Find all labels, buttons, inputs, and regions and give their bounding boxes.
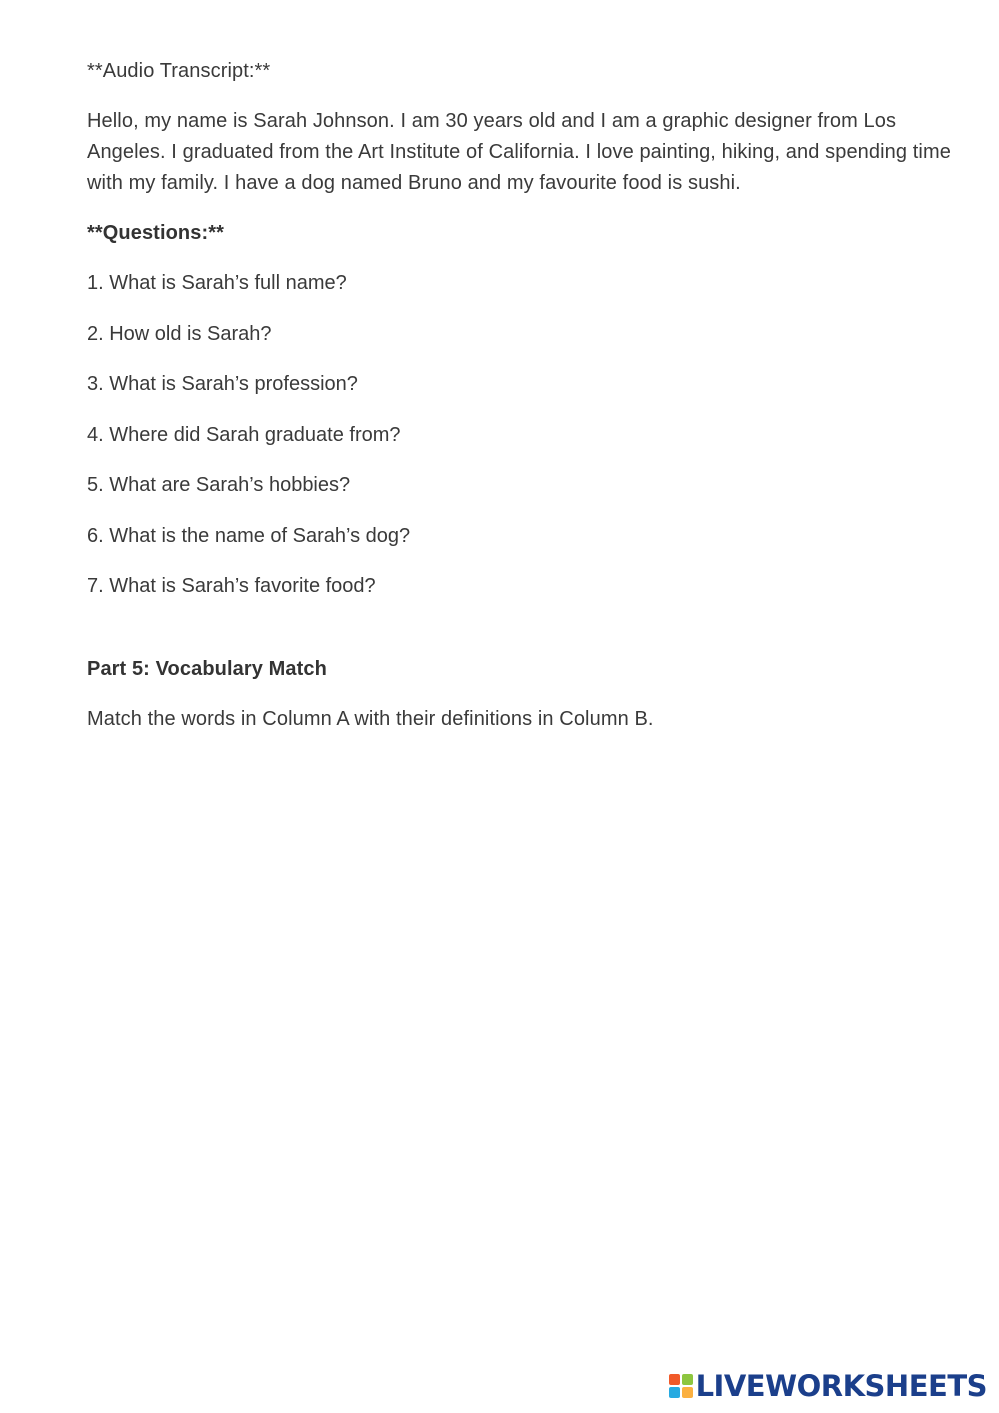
- liveworksheets-logo: [669, 1369, 987, 1403]
- liveworksheets-logo-text: LIVEWORKSHEETS: [695, 1369, 987, 1403]
- question-item-2: 2. How old is Sarah?: [87, 322, 272, 345]
- worksheet-content: [87, 56, 952, 735]
- question-item-6: 6. What is the name of Sarah’s dog?: [87, 524, 411, 547]
- transcript-body: Hello, my name is Sarah Johnson. I am 30 years old and I am a graphic designer from Los Angeles. I graduated from the Art Institute of California. I love painting, hiking, and spending time with my family. I have a dog named Bruno and my favourite food is sushi.: [87, 110, 951, 194]
- question-item-3: 3. What is Sarah’s profession?: [87, 373, 358, 395]
- liveworksheets-logo-icon: [669, 1374, 693, 1398]
- questions-heading: **Questions:**: [87, 222, 224, 244]
- question-item-7: 7. What is Sarah’s favorite food?: [87, 575, 376, 597]
- question-list: [87, 268, 952, 602]
- part5-instructions: Match the words in Column A with their definitions in Column B.: [87, 708, 654, 730]
- question-item-4: 4. Where did Sarah graduate from?: [87, 423, 401, 446]
- question-item-1: 1. What is Sarah’s full name?: [87, 272, 347, 294]
- transcript-label: **Audio Transcript:**: [87, 60, 271, 82]
- question-item-5: 5. What are Sarah’s hobbies?: [87, 474, 351, 496]
- part5-heading: Part 5: Vocabulary Match: [87, 658, 327, 680]
